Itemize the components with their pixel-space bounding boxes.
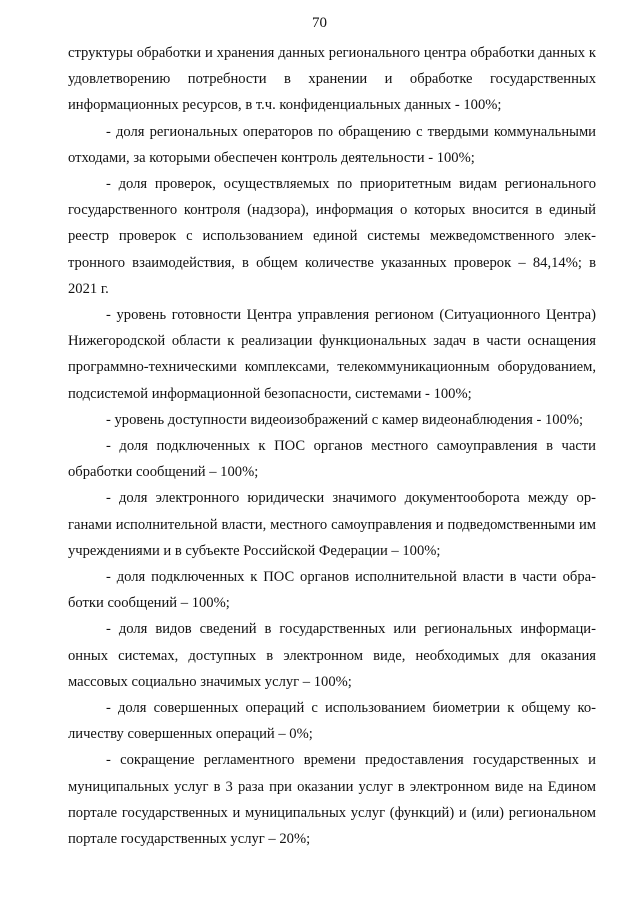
list-item-pos-local-government: - доля подключенных к ПОС органов местного самоуправления в части обработки сообщений – 100%; [68,438,596,481]
page-number: 70 [312,15,327,31]
document-body [68,40,596,852]
paragraph-continuation: структуры обработки и хранения данных регионального центра обработки данных к удовлетворению потребности в хранении и обработке государственных информационных ресурсов, в т.ч. конфиденциальных данных - 100%; [68,45,596,114]
list-item-pos-executive-bodies: - доля подключенных к ПОС органов исполнительной власти в части обработки сообщений – 100%; [68,569,596,612]
list-item-biometrics: - доля совершенных операций с использованием биометрии к общему количеству совершенных операций – 0%; [68,700,596,743]
list-item-inspections-share: - доля проверок, осуществляемых по приоритетным видам регионального государственного контроля (надзора), информация о которых вносится в единый реестр проверок с использованием единой системы межведомственного электронного взаимодействия, в общем количестве указанных проверок – 84,14%; в 2021 г. [68,176,596,297]
list-item-electronic-workflow: - доля электронного юридически значимого документооборота между органами исполнительной власти, местного самоуправления и подведомственными им учреждениями и в субъекте Российской Федерации – 100%; [68,490,596,559]
list-item-situation-center: - уровень готовности Центра управления регионом (Ситуационного Центра) Нижегородской области к реализации функциональных задач в части оснащения программно-техническими комплексами, телекоммуникационным оборудованием, подсистемой информационной безопасности, системами - 100%; [68,307,596,402]
list-item-service-time-reduction: - сокращение регламентного времени предоставления государственных и муниципальных услуг в 3 раза при оказании услуг в электронном виде на Едином портале государственных и муниципальных услуг (функций) и (или) региональном портале государственных услуг – 20%; [68,752,596,848]
list-item-information-systems: - доля видов сведений в государственных или региональных информационных системах, доступных в электронном виде, необходимых для оказания массовых социально значимых услуг – 100%; [68,621,596,690]
list-item-video-availability: - уровень доступности видеоизображений с камер видеонаблюдения - 100%; [106,411,584,428]
list-item-regional-operators: - доля региональных операторов по обращению с твердыми коммунальными отходами, за которыми обеспечен контроль деятельности - 100%; [68,123,596,166]
